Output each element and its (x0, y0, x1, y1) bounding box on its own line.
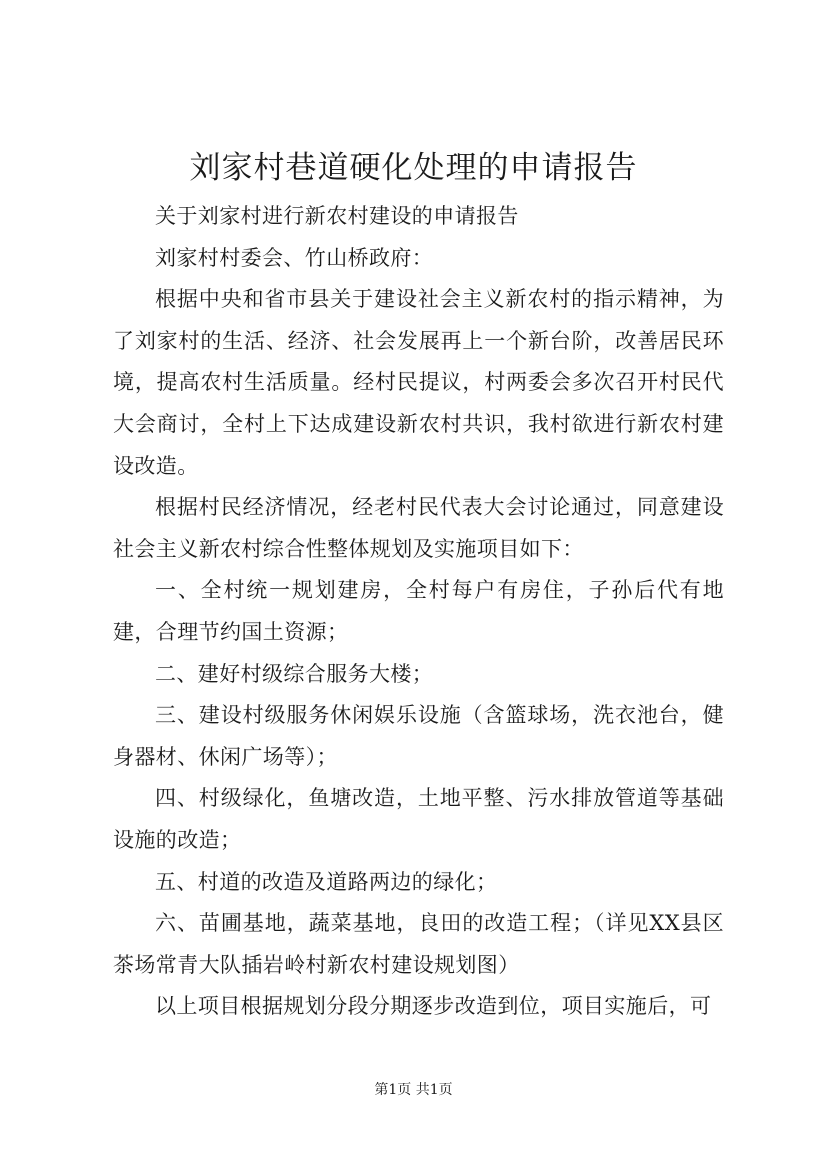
paragraph-item-5: 五、村道的改造及道路两边的绿化； (155, 869, 498, 894)
paragraph-item-2: 二、建好村级综合服务大楼； (155, 661, 434, 686)
paragraph-summary: 以上项目根据规划分段分期逐步改造到位，项目实施后，可 (155, 994, 712, 1019)
paragraph-item-1: 一、全村统一规划建房，全村每户有房住，子孙后代有地建，合理节约国土资源； (113, 578, 724, 644)
document-title: 刘家村巷道硬化处理的申请报告 (189, 150, 638, 186)
paragraph-item-6: 六、苗圃基地，蔬菜基地，良田的改造工程；（详见XX县区茶场常青大队插岩岭村新农村建设规划图） (113, 911, 724, 977)
page-number-footer: 第1页 共1页 (374, 1082, 453, 1098)
document-body (113, 196, 724, 1028)
paragraph-item-4: 四、村级绿化，鱼塘改造，土地平整、污水排放管道等基础设施的改造； (113, 786, 724, 852)
paragraph-subject: 关于刘家村进行新农村建设的申请报告 (155, 204, 519, 228)
paragraph-decision: 根据村民经济情况，经老村民代表大会讨论通过，同意建设社会主义新农村综合性整体规划及实施项目如下： (113, 495, 724, 561)
paragraph-background: 根据中央和省市县关于建设社会主义新农村的指示精神，为了刘家村的生活、经济、社会发展再上一个新台阶，改善居民环境，提高农村生活质量。经村民提议，村两委会多次召开村民代大会商讨，全村上下达成建设新农村共识，我村欲进行新农村建设改造。 (113, 287, 724, 478)
paragraph-item-3: 三、建设村级服务休闲娱乐设施（含篮球场，洗衣池台，健身器材、休闲广场等）； (113, 703, 724, 769)
paragraph-addressee: 刘家村村委会、竹山桥政府： (155, 245, 434, 270)
